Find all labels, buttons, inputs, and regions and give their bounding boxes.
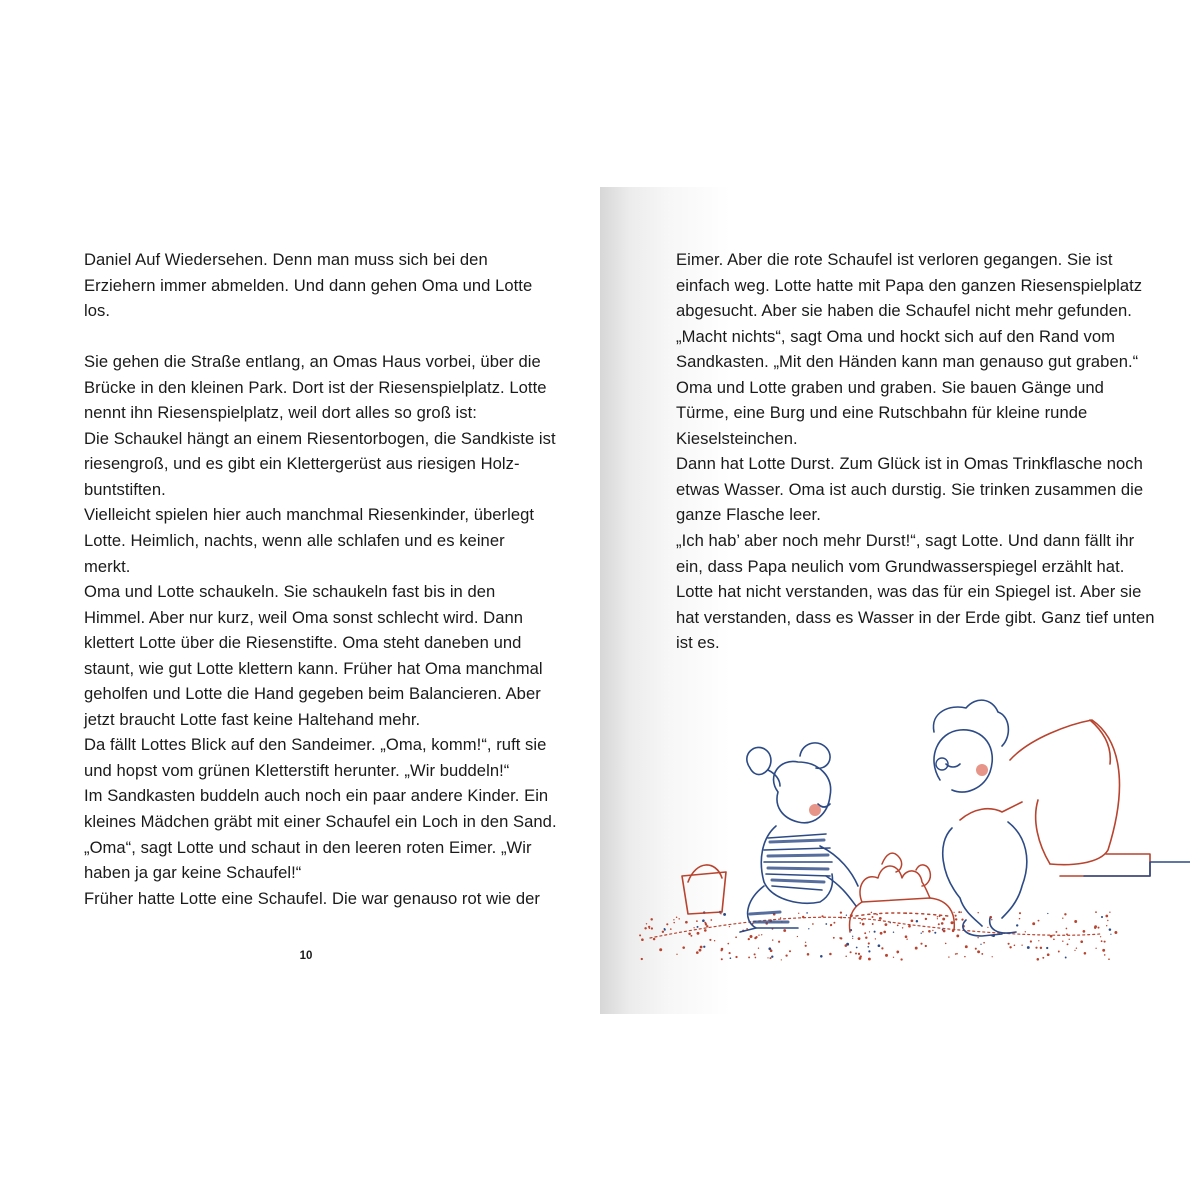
- text-line: geholfen und Lotte die Hand gegeben beim Balancieren. Aber: [84, 684, 541, 704]
- text-line: Die Schaukel hängt an einem Riesentorbogen, die Sandkiste ist: [84, 428, 556, 448]
- sand-dot: [1040, 947, 1042, 949]
- sand-dot: [958, 911, 960, 913]
- text-line: Im Sandkasten buddeln auch noch ein paar andere Kinder. Ein: [84, 786, 549, 806]
- sand-dot: [921, 933, 922, 934]
- sand-dot: [641, 958, 643, 960]
- sand-dot: [662, 931, 664, 933]
- sand-dot: [864, 932, 866, 934]
- left-page-text: [84, 247, 557, 911]
- sand-dot: [699, 949, 702, 952]
- sand-dot: [980, 944, 981, 945]
- sand-dot: [868, 958, 871, 961]
- sand-dot: [781, 959, 782, 960]
- sand-dot: [1009, 946, 1011, 948]
- sand-dot: [977, 912, 978, 913]
- sand-dot: [845, 955, 847, 957]
- sand-dot: [860, 955, 862, 957]
- sand-dot: [945, 943, 947, 945]
- sand-dot: [1014, 945, 1016, 947]
- sand-dot: [685, 921, 688, 924]
- sand-dot: [852, 936, 853, 937]
- sand-dot: [805, 945, 807, 947]
- sand-dot: [682, 946, 685, 949]
- text-line: Oma und Lotte graben und graben. Sie bauen Gänge und: [676, 377, 1104, 397]
- sand-dot: [700, 946, 703, 949]
- sand-dot: [943, 930, 946, 933]
- text-line: nennt ihn Riesenspielplatz, weil dort alles so groß ist:: [84, 403, 477, 423]
- text-line: Da fällt Lottes Blick auf den Sandeimer. „Oma, komm!“, ruft sie: [84, 735, 547, 755]
- text-line: buntstiften.: [84, 479, 166, 499]
- paragraph-break: [84, 324, 557, 350]
- sand-dot: [729, 952, 731, 954]
- sand-dot: [1114, 931, 1117, 934]
- sand-dot: [697, 932, 700, 935]
- sand-dot: [915, 947, 918, 950]
- sand-dot: [953, 912, 954, 913]
- sand-dot: [730, 957, 732, 959]
- sand-dot: [798, 913, 799, 914]
- sand-dot: [772, 939, 773, 940]
- sand-dot: [1027, 946, 1030, 949]
- sand-dot: [885, 954, 888, 957]
- sand-dot: [937, 916, 938, 917]
- sand-dot: [1030, 940, 1032, 942]
- sand-dot: [920, 943, 922, 945]
- sand-dot: [942, 918, 945, 921]
- text-line: Sie gehen die Straße entlang, an Omas Haus vorbei, über die: [84, 352, 541, 372]
- sand-dot: [951, 921, 954, 924]
- sand-dot: [650, 918, 652, 920]
- sand-dot: [758, 948, 759, 949]
- text-line: Erziehern immer abmelden. Und dann gehen Oma und Lotte: [84, 275, 533, 295]
- sand-dot: [723, 913, 726, 916]
- sand-dot: [783, 929, 786, 932]
- sand-dot: [1016, 924, 1018, 926]
- sand-dot: [1084, 952, 1087, 955]
- sand-dot: [1069, 939, 1070, 940]
- bucket: [682, 865, 726, 914]
- sand-dot: [883, 931, 886, 934]
- text-line: etwas Wasser. Oma ist auch durstig. Sie trinken zusammen die: [676, 479, 1144, 499]
- sand-dot: [808, 928, 809, 929]
- sand-dot: [696, 920, 698, 922]
- sand-dot: [992, 956, 993, 957]
- sand-castle: [850, 853, 955, 932]
- sand-dot: [983, 942, 985, 944]
- text-line: „Ich hab’ aber noch mehr Durst!“, sagt Lotte. Und dann fällt ihr: [676, 531, 1135, 551]
- sand-dot: [771, 956, 773, 958]
- sand-dot: [1064, 913, 1066, 915]
- sand-dot: [991, 919, 992, 920]
- sand-dot: [934, 932, 936, 934]
- sand-dot: [879, 917, 882, 920]
- sand-dot: [1110, 934, 1111, 935]
- sand-dot: [956, 953, 958, 955]
- sand-dot: [833, 922, 835, 924]
- sand-dot: [897, 952, 899, 954]
- sand-dot: [880, 932, 883, 935]
- sand-dot: [893, 931, 894, 932]
- sand-dot: [1066, 928, 1068, 930]
- girl-cheek: [809, 804, 821, 816]
- grandma-and-girl-sandbox-illustration: [630, 650, 1190, 980]
- sand-dot: [805, 942, 806, 943]
- sand-dot: [641, 938, 644, 941]
- sand-dot: [928, 930, 931, 933]
- text-line: einfach weg. Lotte hatte mit Papa den ganzen Riesenspielplatz: [676, 275, 1143, 295]
- sand-dot: [705, 923, 707, 925]
- sand-dot: [673, 919, 674, 920]
- sand-dot: [874, 931, 876, 933]
- text-line: Eimer. Aber die rote Schaufel ist verloren gegangen. Sie ist: [676, 250, 1113, 269]
- sand-dot: [770, 949, 773, 952]
- sand-dot: [1019, 912, 1021, 914]
- sand-dot: [748, 956, 750, 958]
- sand-dot: [1100, 936, 1101, 937]
- sand-dot: [664, 928, 666, 930]
- sand-dot: [839, 937, 841, 939]
- sand-dot: [1008, 943, 1010, 945]
- sand-dot: [1083, 930, 1086, 933]
- sand-dot: [785, 954, 787, 956]
- sand-dot: [1038, 940, 1039, 941]
- sand-dot: [1046, 947, 1048, 949]
- sand-dot: [693, 927, 694, 928]
- sand-dot: [646, 923, 647, 924]
- sand-dot: [1047, 953, 1050, 956]
- sand-dots: [639, 911, 1117, 961]
- sand-dot: [1104, 954, 1106, 956]
- sand-dot: [778, 941, 780, 943]
- sand-dot: [960, 911, 962, 913]
- sand-dot: [812, 923, 814, 925]
- sand-dot: [825, 923, 827, 925]
- sand-dot: [670, 928, 672, 930]
- sand-dot: [948, 956, 949, 957]
- sand-dot: [1058, 951, 1060, 953]
- sand-dot: [807, 953, 810, 956]
- sand-dot: [911, 919, 914, 922]
- sand-dot: [755, 957, 757, 959]
- grandma-body: [933, 700, 1190, 936]
- sand-dot: [875, 938, 876, 939]
- text-line: Vielleicht spielen hier auch manchmal Riesenkinder, überlegt: [84, 505, 535, 525]
- sand-dot: [1105, 915, 1108, 918]
- sand-dot: [735, 956, 737, 958]
- sand-dot: [961, 919, 963, 921]
- sand-dot: [748, 938, 750, 940]
- sand-dot: [858, 953, 860, 955]
- sand-dot: [955, 918, 957, 920]
- text-line: kleines Mädchen gräbt mit einer Schaufel ein Loch in den Sand.: [84, 812, 557, 832]
- sand-dot: [878, 944, 881, 947]
- sand-dot: [1076, 947, 1077, 948]
- sand-dot: [861, 918, 863, 920]
- text-line: Oma und Lotte schaukeln. Sie schaukeln fast bis in den: [84, 582, 496, 602]
- text-line: Lotte. Heimlich, nachts, wenn alle schlafen und es keiner: [84, 531, 505, 551]
- sand-dot: [702, 919, 705, 922]
- sand-dot: [1019, 918, 1021, 920]
- sand-dot: [1055, 931, 1057, 933]
- sand-dot: [905, 935, 908, 938]
- sand-dot: [1106, 925, 1107, 926]
- sand-dot: [858, 937, 861, 940]
- sand-dot: [727, 943, 729, 945]
- sand-dot: [696, 951, 699, 954]
- text-line: ganze Flasche leer.: [676, 505, 821, 525]
- sand-dot: [908, 925, 911, 928]
- sand-dot: [900, 958, 902, 960]
- text-line: ein, dass Papa neulich vom Grundwasserspiegel erzählt hat.: [676, 556, 1125, 576]
- sand-dot: [965, 945, 968, 948]
- text-line: „Macht nichts“, sagt Oma und hockt sich auf den Rand vom: [676, 326, 1116, 346]
- sand-dot: [840, 911, 842, 913]
- sand-dot: [666, 923, 668, 925]
- text-line: ist es.: [676, 633, 720, 653]
- text-line: Brücke in den kleinen Park. Dort ist der Riesenspielplatz. Lotte: [84, 377, 547, 397]
- sand-dot: [862, 923, 865, 926]
- sand-dot: [820, 955, 823, 958]
- sand-dot: [754, 953, 756, 955]
- text-line: riesengroß, und es gibt ein Klettergerüst aus riesigen Holz-: [84, 454, 520, 474]
- sand-dot: [761, 934, 762, 935]
- sand-dot: [639, 934, 641, 936]
- sand-dot: [806, 912, 808, 914]
- sand-dot: [676, 954, 677, 955]
- sand-dot: [1101, 916, 1103, 918]
- sand-dot: [714, 940, 715, 941]
- sand-dot: [865, 936, 867, 938]
- sand-dot: [678, 918, 679, 919]
- text-line: Dann hat Lotte Durst. Zum Glück ist in Omas Trinkflasche noch: [676, 454, 1143, 474]
- sand-dot: [925, 945, 927, 947]
- text-line: Kieselsteinchen.: [676, 428, 798, 448]
- sand-dot: [1080, 940, 1083, 943]
- sand-dot: [770, 957, 772, 959]
- text-line: Türme, eine Burg und eine Rutschbahn für kleine runde: [676, 403, 1088, 423]
- text-line: und hopst vom grünen Kletterstift herunter. „Wir buddeln!“: [84, 760, 510, 780]
- text-line: staunt, wie gut Lotte klettern kann. Früher hat Oma manchmal: [84, 658, 543, 678]
- sand-dot: [721, 948, 724, 951]
- sand-dot: [797, 936, 798, 937]
- sand-dot: [829, 953, 832, 956]
- sand-dot: [872, 923, 874, 925]
- text-line: Lotte hat nicht verstanden, was das für ein Spiegel ist. Aber sie: [676, 582, 1142, 602]
- sand-dot: [881, 947, 883, 949]
- sand-dot: [735, 936, 737, 938]
- text-line: haben ja gar keine Schaufel!“: [84, 863, 302, 883]
- sand-dot: [868, 942, 870, 944]
- sand-dot: [1094, 927, 1096, 929]
- sand-dot: [846, 915, 847, 916]
- sand-dot: [1101, 940, 1103, 942]
- sand-dot: [1108, 958, 1110, 960]
- sand-dot: [869, 931, 870, 932]
- sand-dot: [1053, 938, 1055, 940]
- sand-dot: [1104, 941, 1106, 943]
- sand-dot: [1067, 943, 1069, 945]
- sand-dot: [902, 927, 903, 928]
- sand-dot: [690, 935, 692, 937]
- sand-dot: [885, 923, 888, 926]
- sand-dot: [1032, 922, 1035, 925]
- sand-dot: [871, 916, 873, 918]
- sand-dot: [855, 953, 857, 955]
- sand-dot: [871, 912, 873, 914]
- sand-dot: [906, 938, 907, 939]
- sand-dot: [703, 946, 705, 948]
- sand-dot: [977, 937, 978, 938]
- text-line: hat verstanden, dass es Wasser in der Erde gibt. Ganz tief unten: [676, 607, 1155, 627]
- sand-dot: [925, 918, 927, 920]
- sand-dot: [1098, 927, 1100, 929]
- text-line: abgesucht. Aber sie haben die Schaufel nicht mehr gefunden.: [676, 301, 1132, 321]
- sand-dot: [1062, 918, 1063, 919]
- sand-dot: [1109, 912, 1110, 913]
- sand-dot: [1025, 931, 1026, 932]
- sand-dot: [956, 934, 959, 937]
- sand-dot: [1062, 940, 1063, 941]
- sand-dot: [922, 931, 924, 933]
- sand-dot: [729, 926, 730, 927]
- sand-dot: [1042, 957, 1044, 959]
- sand-dot: [856, 947, 858, 949]
- sand-dot: [721, 958, 723, 960]
- sand-dot: [830, 924, 832, 926]
- sand-dot: [1038, 920, 1040, 922]
- sand-dot: [688, 933, 691, 936]
- sand-dot: [1065, 957, 1067, 959]
- sand-dot: [1095, 911, 1097, 913]
- sand-dot: [1021, 945, 1022, 946]
- sand-dot: [1109, 928, 1112, 931]
- text-line: jetzt braucht Lotte fast keine Haltehand mehr.: [84, 709, 421, 729]
- text-line: Himmel. Aber nur kurz, weil Oma sonst schlecht wird. Dann: [84, 607, 524, 627]
- sand-dot: [644, 927, 646, 929]
- sand-dot: [937, 918, 938, 919]
- page-number: 10: [299, 950, 313, 962]
- sand-dot: [780, 917, 781, 918]
- sand-dot: [977, 950, 980, 953]
- sand-dot: [941, 922, 944, 925]
- sand-dot: [981, 953, 983, 955]
- sand-dot: [649, 928, 650, 929]
- sand-dot: [1074, 920, 1077, 923]
- right-page-text: [676, 247, 1155, 656]
- sand-dot: [868, 950, 870, 952]
- sand-dot: [709, 939, 711, 941]
- sand-dot: [987, 927, 988, 928]
- sand-dot: [867, 946, 869, 948]
- girl-figure: [740, 743, 858, 932]
- sand-dot: [697, 926, 699, 928]
- text-line: merkt.: [84, 556, 131, 576]
- sand-dot: [964, 956, 966, 958]
- sand-dot: [758, 935, 759, 936]
- sand-dot: [897, 924, 899, 926]
- text-line: klettert Lotte über die Riesenstifte. Oma steht daneben und: [84, 633, 522, 653]
- sand-dot: [1095, 948, 1096, 949]
- sand-dot: [1035, 947, 1037, 949]
- text-line: „Oma“, sagt Lotte und schaut in den leeren roten Eimer. „Wir: [84, 837, 532, 857]
- sand-dot: [1047, 913, 1048, 914]
- sand-dot: [850, 951, 852, 953]
- sand-dot: [676, 917, 678, 919]
- grandma-cheek: [976, 764, 988, 776]
- sand-dot: [916, 920, 918, 922]
- sand-dot: [955, 915, 957, 917]
- text-line: Sandkasten. „Mit den Händen kann man genauso gut graben.“: [676, 352, 1139, 372]
- sand-dot: [955, 953, 957, 955]
- sand-dot: [860, 922, 862, 924]
- sand-ground: [650, 917, 1100, 938]
- text-line: Daniel Auf Wiedersehen. Denn man muss sich bei den: [84, 250, 488, 269]
- sand-dot: [754, 937, 756, 939]
- sand-dot: [893, 957, 894, 958]
- text-line: los.: [84, 301, 111, 321]
- sand-dot: [833, 937, 835, 939]
- sand-dot: [938, 923, 940, 925]
- sand-dot: [704, 929, 707, 932]
- text-line: Früher hatte Lotte eine Schaufel. Die war genauso rot wie der: [84, 888, 540, 908]
- sand-dot: [750, 935, 753, 938]
- sand-dot: [659, 948, 662, 951]
- sand-dot: [932, 930, 933, 931]
- sand-dot: [789, 950, 791, 952]
- sand-dot: [673, 922, 674, 923]
- sand-dot: [1074, 950, 1075, 951]
- sand-dot: [1107, 920, 1108, 921]
- sand-dot: [767, 957, 768, 958]
- sand-dot: [1102, 949, 1105, 952]
- sand-dot: [1037, 958, 1040, 961]
- sand-dot: [852, 938, 853, 939]
- sand-dot: [651, 927, 653, 929]
- sand-dot: [845, 944, 848, 947]
- sand-dot: [710, 919, 712, 921]
- sand-dot: [653, 938, 655, 940]
- sand-dot: [975, 948, 977, 950]
